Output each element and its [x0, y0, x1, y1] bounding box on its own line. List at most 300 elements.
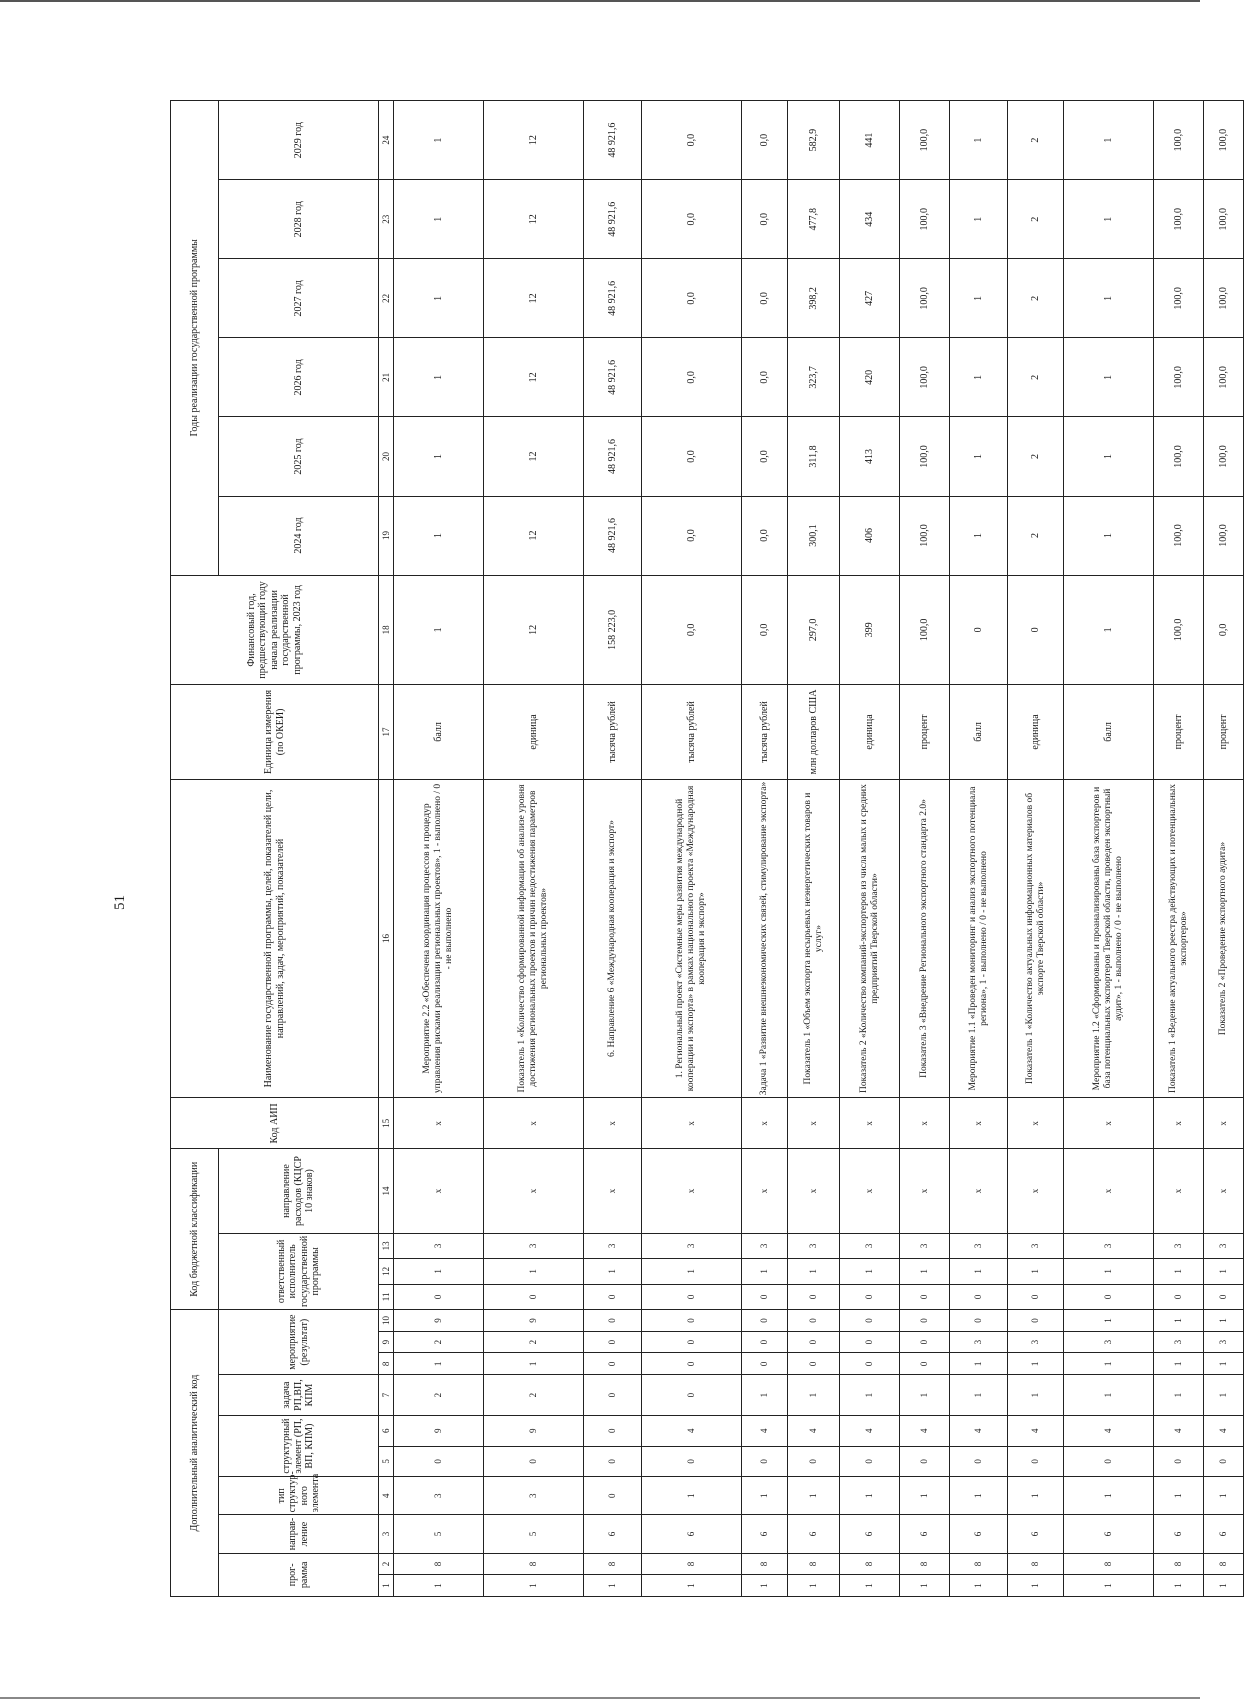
column-number: 16	[379, 779, 394, 1098]
year-value-cell: 0,0	[742, 180, 788, 259]
code-cell: 0	[642, 1284, 742, 1310]
year-value-cell: 1	[950, 180, 1008, 259]
code-cell: 8	[1008, 1553, 1064, 1575]
year-value-cell: 100,0	[900, 338, 950, 417]
code-cell: 1	[950, 1259, 1008, 1285]
code-cell: 1	[484, 1259, 584, 1285]
code-cell: 0	[950, 1310, 1008, 1332]
code-cell: 0	[788, 1446, 840, 1477]
code-cell: 1	[788, 1375, 840, 1416]
year-value-cell: 100,0	[1204, 338, 1244, 417]
year-value-cell: 0,0	[742, 259, 788, 338]
year-value-cell: 323,7	[788, 338, 840, 417]
year-value-cell: 1	[1064, 496, 1154, 575]
header-row-1	[171, 101, 219, 1597]
code-cell: 2	[394, 1375, 484, 1416]
struct-elem-header: структурный элемент (РП, ВП, КПМ)	[219, 1415, 379, 1476]
year-value-cell: 1	[950, 259, 1008, 338]
code-cell: 2	[394, 1331, 484, 1353]
year-value-cell: 100,0	[1204, 417, 1244, 496]
code-cell: 1	[584, 1259, 642, 1285]
code-cell: 0	[584, 1446, 642, 1477]
table-row	[642, 101, 742, 1597]
year-value-cell: 1	[1064, 180, 1154, 259]
year-value-cell: 434	[840, 180, 900, 259]
table-row	[484, 101, 584, 1597]
code-cell: 6	[742, 1515, 788, 1553]
kcsr-cell: x	[950, 1149, 1008, 1233]
code-cell: 6	[840, 1515, 900, 1553]
name-cell: 6. Направление 6 «Международная кооперация и экспорт»	[584, 779, 642, 1098]
year-value-cell: 48 921,6	[584, 101, 642, 180]
code-cell: 3	[742, 1233, 788, 1259]
code-cell: 3	[484, 1233, 584, 1259]
code-cell: 4	[1008, 1415, 1064, 1446]
year-value-cell: 100,0	[1154, 180, 1204, 259]
unit-cell: единица	[484, 685, 584, 779]
base-year-cell: 1	[1064, 575, 1154, 685]
code-cell: 0	[788, 1353, 840, 1375]
year-value-cell: 0,0	[742, 101, 788, 180]
code-cell: 0	[788, 1310, 840, 1332]
name-cell: Показатель 1 «Количество сформированной информации об анализе уровня достижения региональных проектов и причин недостижения параметров региональных проектов»	[484, 779, 584, 1098]
budget-code-header: Код бюджетной классификации	[171, 1149, 219, 1310]
kcsr-cell: x	[742, 1149, 788, 1233]
table-row	[1064, 101, 1154, 1597]
code-cell: 1	[788, 1575, 840, 1597]
rotated-table-container	[170, 100, 1229, 1597]
code-cell: 3	[950, 1233, 1008, 1259]
aip-cell: x	[1204, 1098, 1244, 1149]
table-row	[742, 101, 788, 1597]
code-cell: 4	[742, 1415, 788, 1446]
column-number: 20	[379, 417, 394, 496]
year-value-cell: 2	[1008, 338, 1064, 417]
year-value-cell: 12	[484, 259, 584, 338]
code-cell: 6	[1154, 1515, 1204, 1553]
code-cell: 9	[394, 1415, 484, 1446]
code-cell: 8	[900, 1553, 950, 1575]
column-number: 9	[379, 1331, 394, 1353]
column-number: 22	[379, 259, 394, 338]
year-value-cell: 398,2	[788, 259, 840, 338]
code-cell: 0	[742, 1331, 788, 1353]
code-cell: 0	[840, 1284, 900, 1310]
code-cell: 0	[950, 1284, 1008, 1310]
year-value-cell: 12	[484, 101, 584, 180]
kcsr-cell: x	[788, 1149, 840, 1233]
table-row	[1204, 101, 1244, 1597]
unit-cell: тысяча рублей	[584, 685, 642, 779]
code-cell: 1	[1064, 1259, 1154, 1285]
code-cell: 1	[840, 1375, 900, 1416]
code-cell: 8	[484, 1553, 584, 1575]
year-value-cell: 12	[484, 417, 584, 496]
code-cell: 0	[584, 1415, 642, 1446]
code-cell: 0	[1064, 1284, 1154, 1310]
code-cell: 1	[642, 1259, 742, 1285]
code-cell: 3	[642, 1233, 742, 1259]
name-cell: Показатель 1 «Ведение актуального реестра действующих и потенциальных экспортеров»	[1154, 779, 1204, 1098]
column-number: 3	[379, 1515, 394, 1553]
kcsr-cell: x	[1204, 1149, 1244, 1233]
code-cell: 0	[1064, 1446, 1154, 1477]
year-value-cell: 2	[1008, 101, 1064, 180]
kcsr-cell: x	[1154, 1149, 1204, 1233]
code-cell: 1	[1154, 1375, 1204, 1416]
code-cell: 0	[584, 1375, 642, 1416]
year-value-cell: 12	[484, 496, 584, 575]
unit-cell: млн долларов США	[788, 685, 840, 779]
year-value-cell: 1	[950, 101, 1008, 180]
year-2024-header: 2024 год	[219, 496, 379, 575]
code-cell: 9	[394, 1310, 484, 1332]
base-year-cell: 0,0	[1204, 575, 1244, 685]
code-cell: 1	[840, 1259, 900, 1285]
code-cell: 0	[742, 1310, 788, 1332]
year-value-cell: 0,0	[642, 417, 742, 496]
code-cell: 1	[950, 1353, 1008, 1375]
name-cell: Показатель 1 «Объем экспорта несырьевых неэнергетических товаров и услуг»	[788, 779, 840, 1098]
type-struct-header: тип структур-ного элемента	[219, 1477, 379, 1515]
year-2026-header: 2026 год	[219, 338, 379, 417]
kcsr-cell: x	[584, 1149, 642, 1233]
aip-cell: x	[840, 1098, 900, 1149]
code-cell: 1	[840, 1575, 900, 1597]
code-cell: 1	[1154, 1477, 1204, 1515]
year-2029-header: 2029 год	[219, 101, 379, 180]
base-year-cell: 399	[840, 575, 900, 685]
year-value-cell: 1	[950, 338, 1008, 417]
code-cell: 6	[642, 1515, 742, 1553]
code-cell: 1	[1204, 1375, 1244, 1416]
code-cell: 0	[1008, 1446, 1064, 1477]
code-cell: 0	[394, 1446, 484, 1477]
year-value-cell: 1	[394, 101, 484, 180]
year-value-cell: 1	[950, 417, 1008, 496]
unit-cell: балл	[1064, 685, 1154, 779]
year-value-cell: 48 921,6	[584, 417, 642, 496]
code-cell: 0	[900, 1331, 950, 1353]
base-year-cell: 100,0	[1154, 575, 1204, 685]
code-cell: 2	[484, 1375, 584, 1416]
code-cell: 1	[394, 1575, 484, 1597]
name-cell: Показатель 1 «Количество актуальных информационных материалов об экспорте Тверской области»	[1008, 779, 1064, 1098]
code-cell: 1	[788, 1259, 840, 1285]
column-number: 19	[379, 496, 394, 575]
column-number: 5	[379, 1446, 394, 1477]
unit-cell: тысяча рублей	[642, 685, 742, 779]
code-cell: 1	[900, 1259, 950, 1285]
code-cell: 0	[484, 1446, 584, 1477]
year-value-cell: 48 921,6	[584, 496, 642, 575]
aip-cell: x	[1008, 1098, 1064, 1149]
code-cell: 3	[1154, 1233, 1204, 1259]
column-number: 24	[379, 101, 394, 180]
column-number: 4	[379, 1477, 394, 1515]
code-cell: 0	[642, 1375, 742, 1416]
year-value-cell: 0,0	[742, 338, 788, 417]
code-cell: 1	[1008, 1477, 1064, 1515]
code-cell: 1	[642, 1477, 742, 1515]
code-cell: 1	[1064, 1375, 1154, 1416]
column-number: 17	[379, 685, 394, 779]
code-cell: 1	[788, 1477, 840, 1515]
name-cell: Мероприятие 2.2 «Обеспечена координация процессов и процедур управления рисками реализации региональных проектов», 1 - выполнено / 0 - не выполнено	[394, 779, 484, 1098]
code-cell: 1	[900, 1477, 950, 1515]
code-cell: 1	[1064, 1310, 1154, 1332]
unit-cell: процент	[1154, 685, 1204, 779]
unit-cell: единица	[1008, 685, 1064, 779]
year-value-cell: 0,0	[642, 180, 742, 259]
aip-cell: x	[484, 1098, 584, 1149]
code-cell: 1	[394, 1259, 484, 1285]
year-value-cell: 1	[1064, 259, 1154, 338]
code-cell: 0	[788, 1284, 840, 1310]
code-cell: 3	[484, 1477, 584, 1515]
code-cell: 1	[742, 1259, 788, 1285]
code-cell: 1	[950, 1575, 1008, 1597]
code-cell: 0	[1008, 1310, 1064, 1332]
name-cell: Мероприятие 1.2 «Сформированы и проанализированы база экспортеров и база потенциальных экспортеров Тверской области, проведен экспортный аудит», 1 - выполнено / 0 - не выполнено	[1064, 779, 1154, 1098]
year-value-cell: 100,0	[900, 417, 950, 496]
code-cell: 0	[484, 1284, 584, 1310]
year-value-cell: 100,0	[1154, 259, 1204, 338]
code-cell: 8	[788, 1553, 840, 1575]
code-cell: 2	[484, 1331, 584, 1353]
name-cell: Показатель 3 «Внедрение Регионального экспортного стандарта 2.0»	[900, 779, 950, 1098]
column-number: 21	[379, 338, 394, 417]
year-2028-header: 2028 год	[219, 180, 379, 259]
code-cell: 0	[950, 1446, 1008, 1477]
expense-dir-header: направление расходов (КЦСР 10 знаков)	[219, 1149, 379, 1233]
code-cell: 3	[1064, 1331, 1154, 1353]
code-cell: 3	[1204, 1233, 1244, 1259]
code-cell: 0	[840, 1353, 900, 1375]
code-cell: 0	[642, 1331, 742, 1353]
code-cell: 4	[642, 1415, 742, 1446]
year-value-cell: 48 921,6	[584, 180, 642, 259]
name-cell: Задача 1 «Развитие внешнеэкономических связей, стимулирование экспорта»	[742, 779, 788, 1098]
year-value-cell: 1	[394, 338, 484, 417]
task-header: задача РП,ВП, КПМ	[219, 1375, 379, 1416]
code-cell: 3	[1064, 1233, 1154, 1259]
column-number: 12	[379, 1259, 394, 1285]
code-cell: 0	[900, 1353, 950, 1375]
year-value-cell: 100,0	[1204, 259, 1244, 338]
code-cell: 1	[1008, 1575, 1064, 1597]
year-value-cell: 0,0	[642, 259, 742, 338]
code-cell: 1	[1008, 1353, 1064, 1375]
code-cell: 1	[1064, 1575, 1154, 1597]
unit-cell: процент	[900, 685, 950, 779]
table-body	[394, 101, 1244, 1597]
code-cell: 0	[742, 1284, 788, 1310]
code-cell: 3	[1008, 1331, 1064, 1353]
code-cell: 1	[900, 1575, 950, 1597]
year-value-cell: 2	[1008, 496, 1064, 575]
column-number: 11	[379, 1284, 394, 1310]
code-cell: 0	[584, 1353, 642, 1375]
code-cell: 0	[742, 1446, 788, 1477]
scan-edge-top	[0, 0, 1200, 2]
base-year-cell: 0	[1008, 575, 1064, 685]
year-value-cell: 1	[1064, 101, 1154, 180]
column-number: 23	[379, 180, 394, 259]
year-value-cell: 420	[840, 338, 900, 417]
year-2027-header: 2027 год	[219, 259, 379, 338]
code-cell: 3	[788, 1233, 840, 1259]
code-cell: 0	[642, 1310, 742, 1332]
year-value-cell: 413	[840, 417, 900, 496]
year-value-cell: 1	[1064, 338, 1154, 417]
code-cell: 3	[1204, 1331, 1244, 1353]
year-value-cell: 100,0	[900, 496, 950, 575]
code-cell: 0	[840, 1331, 900, 1353]
code-cell: 4	[1204, 1415, 1244, 1446]
aip-cell: x	[584, 1098, 642, 1149]
code-cell: 0	[584, 1284, 642, 1310]
table-row	[394, 101, 484, 1597]
column-number: 1	[379, 1575, 394, 1597]
code-cell: 0	[1008, 1284, 1064, 1310]
column-number: 2	[379, 1553, 394, 1575]
scan-edge-bottom	[0, 1697, 1200, 1699]
aip-cell: x	[642, 1098, 742, 1149]
code-cell: 1	[840, 1477, 900, 1515]
code-cell: 9	[484, 1310, 584, 1332]
unit-cell: балл	[950, 685, 1008, 779]
year-value-cell: 100,0	[1204, 101, 1244, 180]
aip-cell: x	[950, 1098, 1008, 1149]
code-cell: 6	[1204, 1515, 1244, 1553]
dop-code-header: Дополнительный аналитический код	[171, 1310, 219, 1597]
code-cell: 6	[900, 1515, 950, 1553]
code-cell: 1	[1064, 1477, 1154, 1515]
table-row	[900, 101, 950, 1597]
code-cell: 1	[1008, 1259, 1064, 1285]
table-row	[1154, 101, 1204, 1597]
year-value-cell: 1	[394, 180, 484, 259]
code-cell: 0	[840, 1446, 900, 1477]
year-value-cell: 477,8	[788, 180, 840, 259]
year-value-cell: 311,8	[788, 417, 840, 496]
name-cell: Показатель 2 «Количество компаний-экспортеров из числа малых и средних предприятий Тверской области»	[840, 779, 900, 1098]
code-cell: 1	[1204, 1575, 1244, 1597]
year-value-cell: 1	[1064, 417, 1154, 496]
code-cell: 1	[950, 1375, 1008, 1416]
code-cell: 0	[1154, 1284, 1204, 1310]
year-value-cell: 2	[1008, 417, 1064, 496]
year-value-cell: 582,9	[788, 101, 840, 180]
base-year-cell: 100,0	[900, 575, 950, 685]
year-value-cell: 100,0	[1154, 496, 1204, 575]
unit-header: Единица измерения (по ОКЕИ)	[171, 685, 379, 779]
code-cell: 3	[584, 1233, 642, 1259]
code-cell: 1	[742, 1575, 788, 1597]
code-cell: 3	[900, 1233, 950, 1259]
code-cell: 1	[1008, 1375, 1064, 1416]
year-value-cell: 1	[394, 259, 484, 338]
code-cell: 4	[1064, 1415, 1154, 1446]
code-cell: 8	[840, 1553, 900, 1575]
kcsr-cell: x	[840, 1149, 900, 1233]
year-value-cell: 2	[1008, 180, 1064, 259]
base-year-cell: 0	[950, 575, 1008, 685]
year-value-cell: 48 921,6	[584, 338, 642, 417]
kcsr-cell: x	[1064, 1149, 1154, 1233]
code-cell: 4	[900, 1415, 950, 1446]
code-cell: 4	[840, 1415, 900, 1446]
code-cell: 6	[950, 1515, 1008, 1553]
year-value-cell: 0,0	[742, 417, 788, 496]
year-value-cell: 0,0	[742, 496, 788, 575]
program-header: прог-рамма	[219, 1553, 379, 1596]
year-value-cell: 1	[394, 417, 484, 496]
years-header: Годы реализации государственной программы	[171, 101, 219, 576]
year-2025-header: 2025 год	[219, 417, 379, 496]
direction-header: направ-ление	[219, 1515, 379, 1553]
table-row	[950, 101, 1008, 1597]
year-value-cell: 100,0	[1154, 338, 1204, 417]
unit-cell: балл	[394, 685, 484, 779]
code-cell: 0	[1204, 1284, 1244, 1310]
year-value-cell: 0,0	[642, 496, 742, 575]
code-cell: 0	[742, 1353, 788, 1375]
code-cell: 8	[1154, 1553, 1204, 1575]
code-cell: 0	[900, 1310, 950, 1332]
code-cell: 5	[484, 1515, 584, 1553]
code-cell: 0	[584, 1331, 642, 1353]
year-value-cell: 12	[484, 338, 584, 417]
aip-cell: x	[900, 1098, 950, 1149]
column-number: 18	[379, 575, 394, 685]
code-cell: 8	[642, 1553, 742, 1575]
program-indicators-table	[170, 100, 1244, 1597]
code-cell: 1	[1154, 1353, 1204, 1375]
kcsr-cell: x	[900, 1149, 950, 1233]
code-cell: 3	[950, 1331, 1008, 1353]
code-cell: 1	[584, 1575, 642, 1597]
name-cell: Мероприятие 1.1 «Проведен мониторинг и анализ экспортного потенциала региона», 1 - выполнено / 0 - не выполнено	[950, 779, 1008, 1098]
code-cell: 8	[950, 1553, 1008, 1575]
aip-cell: x	[788, 1098, 840, 1149]
code-cell: 1	[642, 1575, 742, 1597]
code-cell: 0	[788, 1331, 840, 1353]
code-cell: 0	[1154, 1446, 1204, 1477]
year-value-cell: 100,0	[900, 180, 950, 259]
table-row	[1008, 101, 1064, 1597]
code-cell: 4	[1154, 1415, 1204, 1446]
code-cell: 3	[840, 1233, 900, 1259]
year-value-cell: 100,0	[900, 259, 950, 338]
column-number: 6	[379, 1415, 394, 1446]
kcsr-cell: x	[642, 1149, 742, 1233]
code-cell: 4	[950, 1415, 1008, 1446]
code-cell: 0	[900, 1446, 950, 1477]
year-value-cell: 100,0	[1204, 180, 1244, 259]
code-cell: 1	[1064, 1353, 1154, 1375]
kcsr-cell: x	[484, 1149, 584, 1233]
code-cell: 6	[788, 1515, 840, 1553]
code-cell: 3	[394, 1477, 484, 1515]
base-year-cell: 12	[484, 575, 584, 685]
code-cell: 1	[484, 1575, 584, 1597]
code-cell: 1	[1204, 1259, 1244, 1285]
base-year-header: Финансовый год, предшествующий году начала реализации государственной программы, 2023 год	[171, 575, 379, 685]
year-value-cell: 0,0	[642, 338, 742, 417]
event-header: мероприятие (результат)	[219, 1310, 379, 1375]
